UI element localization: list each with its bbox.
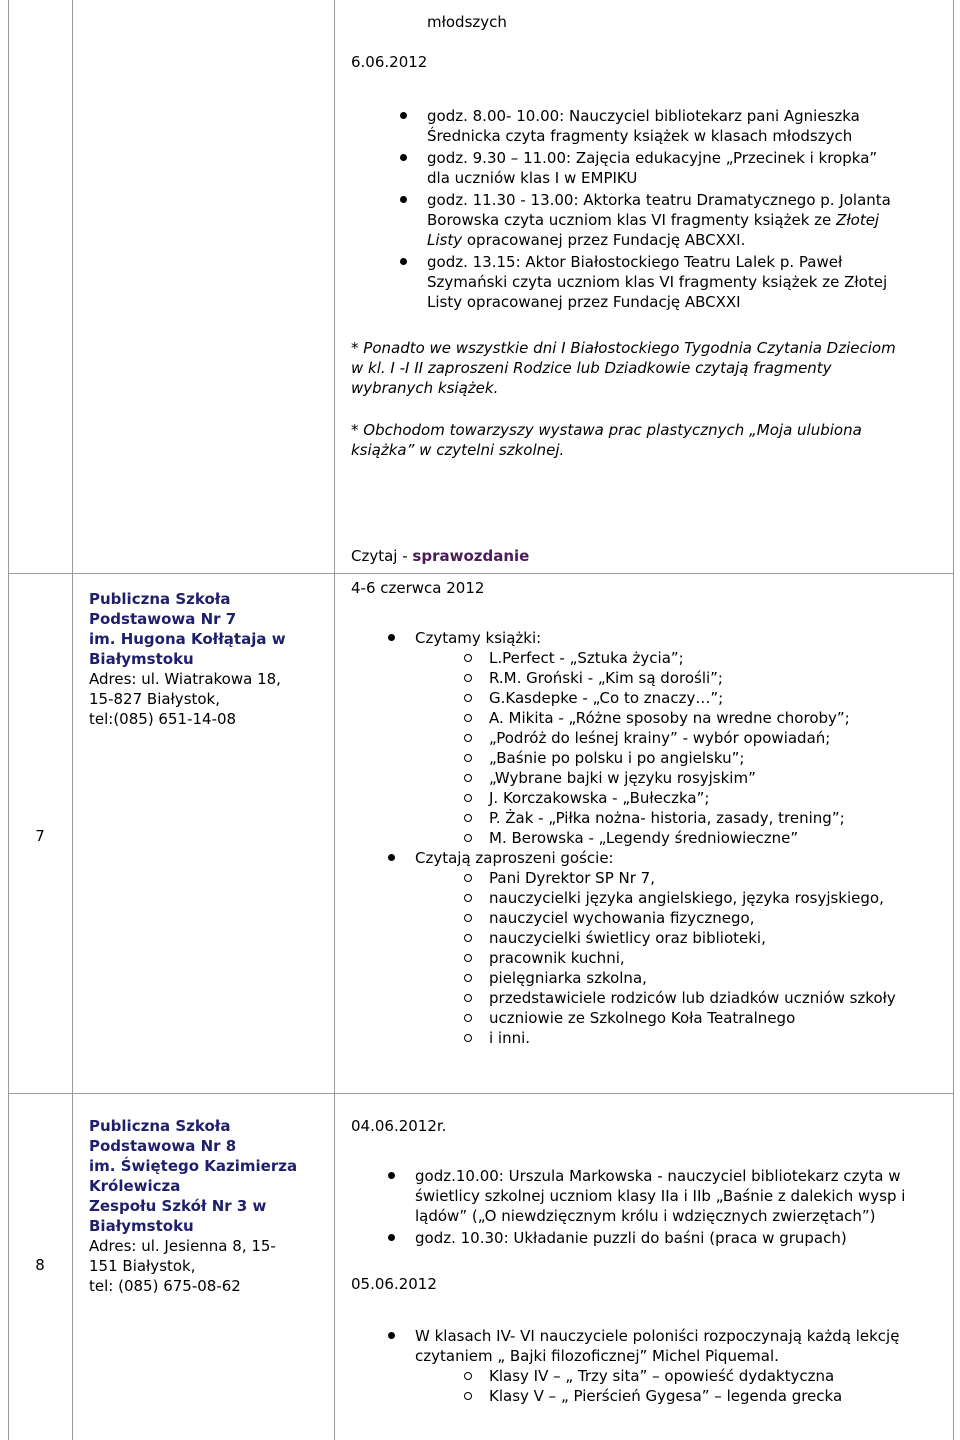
top-continuation-cell <box>351 12 941 460</box>
read-report <box>351 546 529 566</box>
school-name-line: Publiczna Szkoła <box>89 1117 231 1135</box>
book-item: M. Berowska - „Legendy średniowieczne” <box>489 828 941 848</box>
read-report-label: Czytaj - <box>351 547 413 565</box>
table-border-right <box>953 0 954 1440</box>
row7-content <box>351 578 941 1048</box>
school-name-line: Publiczna Szkoła <box>89 590 231 608</box>
row8-date2: 05.06.2012 <box>351 1275 437 1293</box>
sub-item: Klasy IV – „ Trzy sita” – opowieść dydaktyczna <box>489 1366 937 1386</box>
guest-item: nauczycielki języka angielskiego, języka rosyjskiego, <box>489 888 941 908</box>
phone-line: tel:(085) 651-14-08 <box>89 710 237 728</box>
table-border-col2 <box>334 0 335 1440</box>
book-item: A. Mikita - „Różne sposoby na wredne choroby”; <box>489 708 941 728</box>
book-item: „Podróż do leśnej krainy” - wybór opowiadań; <box>489 728 941 748</box>
guest-item: pielęgniarka szkolna, <box>489 968 941 988</box>
row-number-8: 8 <box>35 1256 45 1274</box>
book-item: R.M. Groński - „Kim są dorośli”; <box>489 668 941 688</box>
row-divider-8 <box>8 1093 954 1094</box>
list-item: Czytamy książki: L.Perfect - „Sztuka życia”; R.M. Groński - „Kim są dorośli”; G.Kasdepke - „Co to znaczy…”; A. Mikita - „Różne sposoby na wredne choroby”; „Podróż do leśnej krainy” - wybór opowiadań; „Baśnie po polsku i po angielsku”; „Wybrane bajki w języku rosyjskim” J. Korczakowska - „Bułeczka”; P. Żak - „Piłka nożna- historia, zasady, trening”; M. Berowska - „Legendy średniowieczne” <box>415 628 941 848</box>
school-name-line: Białymstoku <box>89 650 194 668</box>
book-item: „Baśnie po polsku i po angielsku”; <box>489 748 941 768</box>
guest-item: uczniowie ze Szkolnego Koła Teatralnego <box>489 1008 941 1028</box>
book-item: L.Perfect - „Sztuka życia”; <box>489 648 941 668</box>
school-name-line: im. Świętego Kazimierza <box>89 1157 298 1175</box>
row-divider-7 <box>8 573 954 574</box>
table-border-col1 <box>72 0 73 1440</box>
guest-list <box>489 868 941 1048</box>
list-item: Czytają zaproszeni goście: Pani Dyrektor SP Nr 7, nauczycielki języka angielskiego, języka rosyjskiego, nauczyciel wychowania fizycznego, nauczycielki świetlicy oraz biblioteki, pracownik kuchni, pielęgniarka szkolna, przedstawiciele rodziców lub dziadków uczniów szkoły uczniowie ze Szkolnego Koła Teatralnego i inni. <box>415 848 941 1048</box>
list-item: godz. 13.15: Aktor Białostockiego Teatru Lalek p. Paweł Szymański czyta uczniom klas VI fragmenty książek ze Złotej Listy opracowanej przez Fundację ABCXXI <box>427 252 897 312</box>
sub-item: Klasy V – „ Pierścień Gygesa” – legenda grecka <box>489 1386 937 1406</box>
table-border-left <box>8 0 9 1440</box>
guest-item: nauczycielki świetlicy oraz biblioteki, <box>489 928 941 948</box>
school-info-8 <box>89 1116 314 1296</box>
top-date: 6.06.2012 <box>351 53 428 71</box>
school-info-7 <box>89 589 314 729</box>
list-item: godz.10.00: Urszula Markowska - nauczyciel bibliotekarz czyta w świetlicy szkolnej uczniom klasy IIa i IIb „Baśnie z dalekich wysp i lądów” („O niewdzięcznym królu i wdzięcznych zwierzętach”) <box>415 1166 935 1226</box>
address-line: Adres: ul. Jesienna 8, 15- <box>89 1237 276 1255</box>
book-item: J. Korczakowska - „Bułeczka”; <box>489 788 941 808</box>
row-number-7: 7 <box>35 827 45 845</box>
note-parents-reading: * Ponadto we wszystkie dni I Białostockiego Tygodnia Czytania Dzieciom w kl. I -I II zaproszeni Rodzice lub Dziadkowie czytają fragmenty wybranych książek. <box>351 339 896 397</box>
list-item: godz. 8.00- 10.00: Nauczyciel bibliotekarz pani Agnieszka Średnicka czyta fragmenty książek w klasach młodszych <box>427 106 897 146</box>
school-name-line: Królewicza <box>89 1177 181 1195</box>
book-list <box>489 648 941 848</box>
guest-item: i inni. <box>489 1028 941 1048</box>
list-item: godz. 9.30 – 11.00: Zajęcia edukacyjne „Przecinek i kropka” dla uczniów klas I w EMPIKU <box>427 148 897 188</box>
row8-list1 <box>415 1166 935 1248</box>
school-name-line: im. Hugona Kołłątaja w <box>89 630 286 648</box>
school-name-line: Białymstoku <box>89 1217 194 1235</box>
book-item: „Wybrane bajki w języku rosyjskim” <box>489 768 941 788</box>
guest-item: przedstawiciele rodziców lub dziadków uczniów szkoły <box>489 988 941 1008</box>
guest-item: nauczyciel wychowania fizycznego, <box>489 908 941 928</box>
school-name-line: Podstawowa Nr 7 <box>89 610 237 628</box>
top-cont-text: młodszych <box>427 13 507 31</box>
school-name-line: Podstawowa Nr 8 <box>89 1137 237 1155</box>
list-item: W klasach IV- VI nauczyciele poloniści rozpoczynają każdą lekcję czytaniem „ Bajki filozoficznej” Michel Piquemal. Klasy IV – „ Trzy sita” – opowieść dydaktyczna Klasy V – „ Pierścień Gygesa” – legenda grecka <box>415 1326 937 1406</box>
school-name-line: Zespołu Szkół Nr 3 w <box>89 1197 267 1215</box>
guest-item: Pani Dyrektor SP Nr 7, <box>489 868 941 888</box>
book-item: P. Żak - „Piłka nożna- historia, zasady, trening”; <box>489 808 941 828</box>
top-schedule-list <box>427 106 897 312</box>
row8-date1: 04.06.2012r. <box>351 1117 447 1135</box>
row7-date: 4-6 czerwca 2012 <box>351 579 485 597</box>
phone-line: tel: (085) 675-08-62 <box>89 1277 241 1295</box>
note-exhibition: * Obchodom towarzyszy wystawa prac plastycznych „Moja ulubiona książka” w czytelni szkolnej. <box>351 421 862 459</box>
address-line: 15-827 Białystok, <box>89 690 221 708</box>
row8-sublist <box>489 1366 937 1406</box>
report-link[interactable]: sprawozdanie <box>412 547 530 565</box>
address-line: Adres: ul. Wiatrakowa 18, <box>89 670 281 688</box>
row8-content <box>351 1116 941 1406</box>
guest-item: pracownik kuchni, <box>489 948 941 968</box>
row7-main-list <box>415 628 941 1048</box>
row8-list2 <box>415 1326 937 1406</box>
list-item: godz. 11.30 - 13.00: Aktorka teatru Dramatycznego p. Jolanta Borowska czyta uczniom klas VI fragmenty książek ze Złotej Listy opracowanej przez Fundację ABCXXI. <box>427 190 897 250</box>
book-item: G.Kasdepke - „Co to znaczy…”; <box>489 688 941 708</box>
list-item: godz. 10.30: Układanie puzzli do baśni (praca w grupach) <box>415 1228 935 1248</box>
address-line: 151 Białystok, <box>89 1257 196 1275</box>
